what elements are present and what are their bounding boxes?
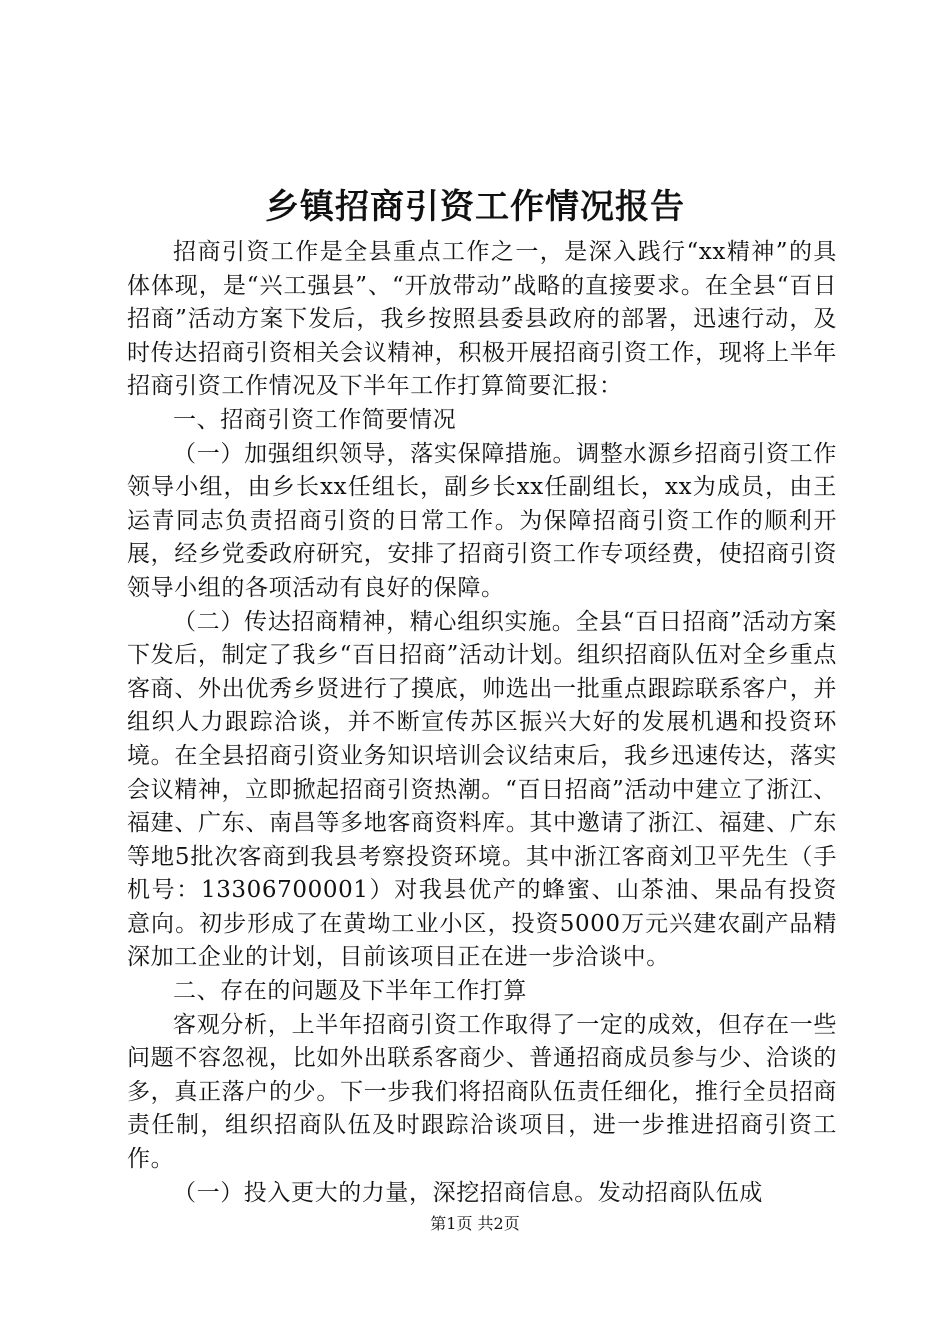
page-footer: 第1页 共2页 xyxy=(430,1214,520,1233)
section-heading-2: 二、存在的问题及下半年工作打算 xyxy=(173,978,527,1005)
paragraph-implementation: （二）传达招商精神，精心组织实施。全县“百日招商”活动方案下发后，制定了我乡“百日招商”活动计划。组织招商队伍对全乡重点客商、外出优秀乡贤进行了摸底，帅选出一批重点跟踪联系客户，并组织人力跟踪洽谈，并不断宣传苏区振兴大好的发展机遇和投资环境。在全县招商引资业务知识培训会议结束后，我乡迅速传达，落实会议精神，立即掀起招商引资热潮。“百日招商”活动中建立了浙江、福建、广东、南昌等多地客商资料库。其中邀请了浙江、福建、广东等地5批次客商到我县考察投资环境。其中浙江客商刘卫平先生（手机号：13306700001）对我县优产的蜂蜜、山茶油、果品有投资意向。初步形成了在黄坳工业小区，投资5000万元兴建农副产品精深加工企业的计划，目前该项目正在进一步洽谈中。 xyxy=(127,608,837,971)
document-body xyxy=(127,236,837,1210)
paragraph-organization: （一）加强组织领导，落实保障措施。调整水源乡招商引资工作领导小组，由乡长xx任组长，副乡长xx任副组长，xx为成员，由王运青同志负责招商引资的日常工作。为保障招商引资工作的顺利开展，经乡党委政府研究，安排了招商引资工作专项经费，使招商引资领导小组的各项活动有良好的保障。 xyxy=(127,440,837,601)
intro-paragraph: 招商引资工作是全县重点工作之一，是深入践行“xx精神”的具体体现，是“兴工强县”、“开放带动”战略的直接要求。在全县“百日招商”活动方案下发后，我乡按照县委县政府的部署，迅速行动，及时传达招商引资相关会议精神，积极开展招商引资工作，现将上半年招商引资工作情况及下半年工作打算简要汇报： xyxy=(127,239,837,400)
document-title: 乡镇招商引资工作情况报告 xyxy=(265,187,685,227)
section-heading-1: 一、招商引资工作简要情况 xyxy=(173,406,457,433)
paragraph-plan-1: （一）投入更大的力量，深挖招商信息。发动招商队伍成 xyxy=(173,1179,763,1206)
paragraph-analysis: 客观分析，上半年招商引资工作取得了一定的成效，但存在一些问题不容忽视，比如外出联系客商少、普通招商成员参与少、洽谈的多，真正落户的少。下一步我们将招商队伍责任细化，推行全员招商责任制，组织招商队伍及时跟踪洽谈项目，进一步推进招商引资工作。 xyxy=(127,1011,837,1173)
